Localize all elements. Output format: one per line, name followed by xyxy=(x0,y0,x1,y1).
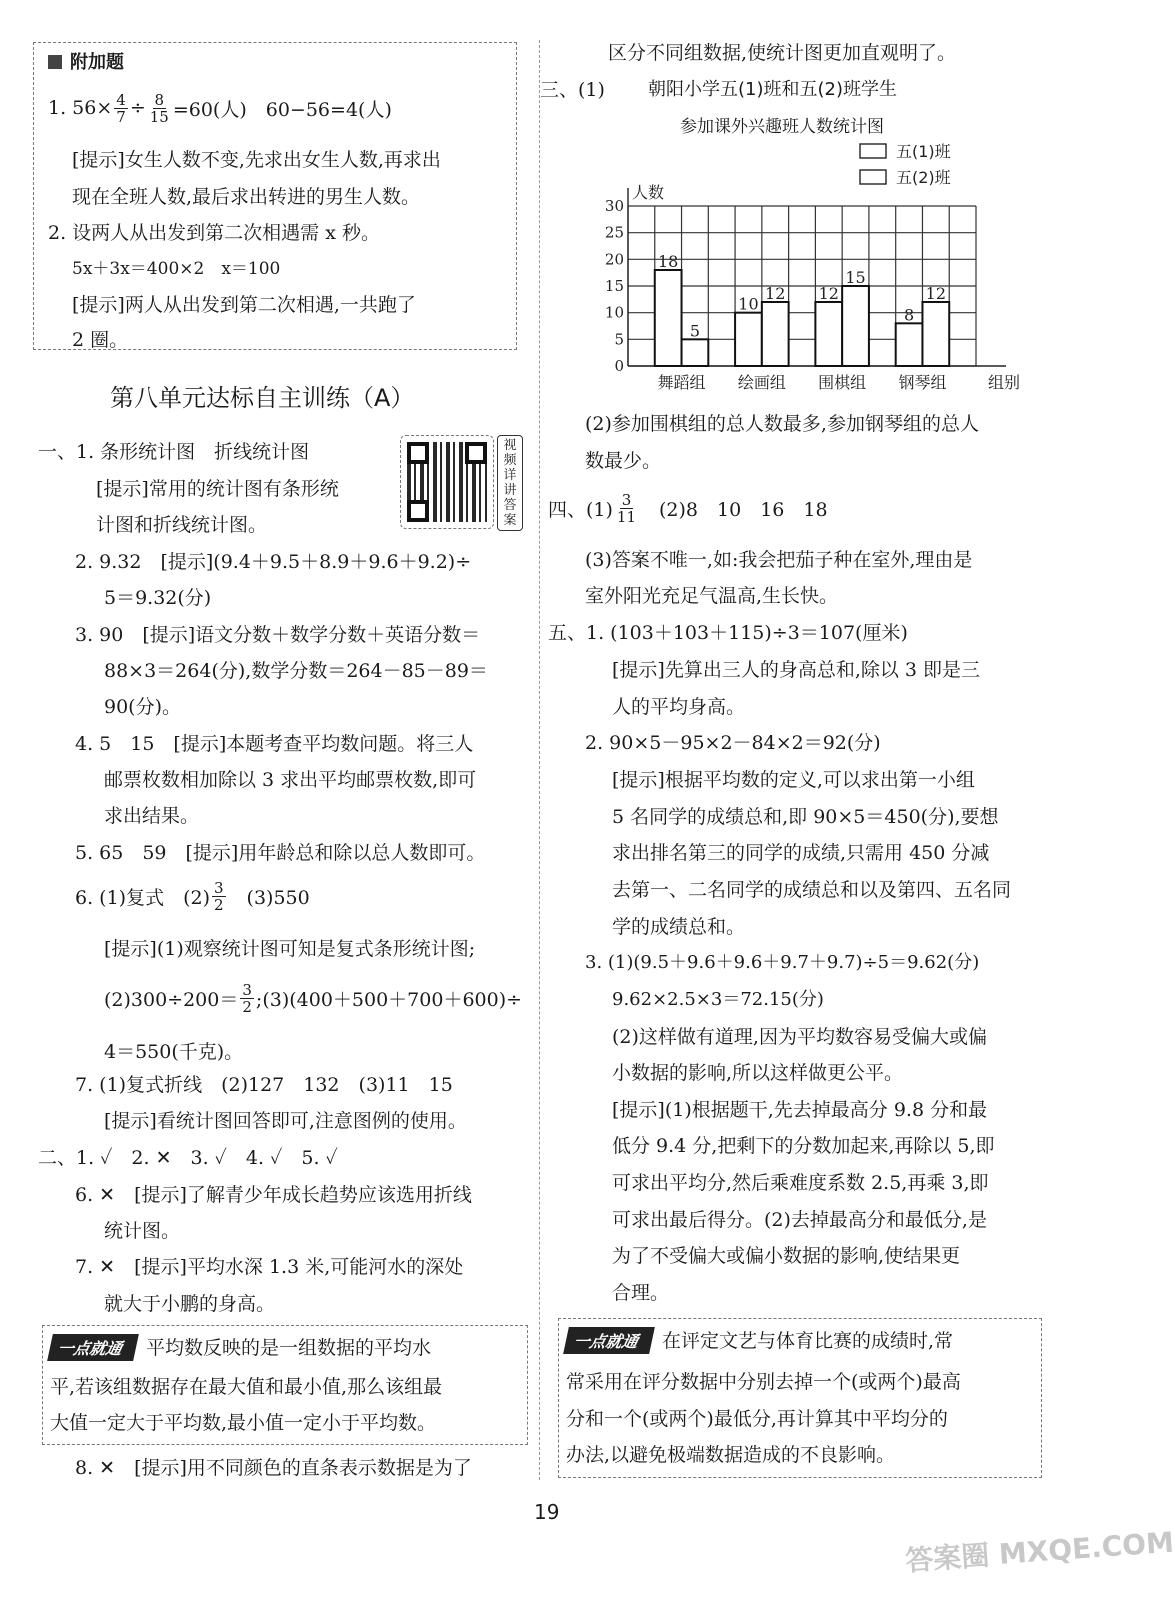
r19: 小数据的影响,所以这样做更公平。 xyxy=(612,1062,904,1084)
y-axis-label: 人数 xyxy=(632,183,665,202)
extra-q1-tip-2: 现在全班人数,最后求出转进的男生人数。 xyxy=(72,186,421,208)
category-label: 舞蹈组 xyxy=(657,373,706,392)
r20: [提示](1)根据题干,先去掉最高分 9.8 分和最 xyxy=(612,1099,988,1121)
note1-line1: 一点就通 平均数反映的是一组数据的平均水 xyxy=(50,1333,431,1361)
l17: 7. (1)复式折线 (2)127 132 (3)11 15 xyxy=(75,1074,453,1096)
r24: 为了不受偏大或偏小数据的影响,使结果更 xyxy=(612,1245,961,1267)
l16: 4＝550(千克)。 xyxy=(104,1041,244,1063)
note2-line3: 分和一个(或两个)最低分,再计算其中平均分的 xyxy=(566,1408,948,1430)
l21: 统计图。 xyxy=(104,1220,181,1242)
data-label: 18 xyxy=(657,252,679,271)
x-axis-label: 组别 xyxy=(988,373,1021,392)
legend-label: 五(2)班 xyxy=(896,168,951,187)
l8: 90(分)。 xyxy=(104,696,182,718)
extra-q2-tip-2: 2 圈。 xyxy=(72,329,129,351)
bar-series2 xyxy=(842,286,869,366)
l13: 6. (1)复式 (2) $\frac{3}{2}$ (3)550 xyxy=(75,878,310,914)
r25: 合理。 xyxy=(612,1282,670,1304)
data-label: 12 xyxy=(765,284,786,303)
r14: 去第一、二名同学的成绩总和以及第四、五名同 xyxy=(612,879,1012,901)
y-tick-label: 15 xyxy=(604,277,624,295)
note2-line1: 一点就通 在评定文艺与体育比赛的成绩时,常 xyxy=(566,1326,953,1354)
l9: 4. 5 15 [提示]本题考查平均数问题。将三人 xyxy=(75,733,474,755)
l14: [提示](1)观察统计图可知是复式条形统计图; xyxy=(104,938,476,960)
bar-series1 xyxy=(735,313,762,366)
r23: 可求出最后得分。(2)去掉最高分和最低分,是 xyxy=(612,1209,987,1231)
section-title: 第八单元达标自主训练（A） xyxy=(110,384,415,412)
note1-line3: 大值一定大于平均数,最小值一定小于平均数。 xyxy=(50,1412,437,1434)
l3: 计图和折线统计图。 xyxy=(96,514,268,536)
l1: 一、1. 条形统计图 折线统计图 xyxy=(38,441,310,463)
bar-series1 xyxy=(655,270,682,366)
bar-chart xyxy=(590,140,1050,400)
l23: 就大于小鹏的身高。 xyxy=(104,1293,276,1315)
r3: 数最少。 xyxy=(585,450,662,472)
chart-title-1: 朝阳小学五(1)班和五(2)班学生 xyxy=(648,79,897,100)
data-label: 10 xyxy=(738,294,759,314)
data-label: 12 xyxy=(925,284,947,303)
r13: 求出排名第三的同学的成绩,只需用 450 分减 xyxy=(612,842,990,864)
l12: 5. 65 59 [提示]用年龄总和除以总人数即可。 xyxy=(75,842,486,864)
r2: (2)参加围棋组的总人数最多,参加钢琴组的总人 xyxy=(585,413,979,435)
l2: [提示]常用的统计图有条形统 xyxy=(96,478,339,500)
y-tick-label: 10 xyxy=(604,303,624,322)
watermark: 答案圈 MXQE.COM xyxy=(904,1525,1175,1578)
y-tick-label: 0 xyxy=(614,357,624,375)
l6: 3. 90 [提示]语文分数＋数学分数＋英语分数＝ xyxy=(75,624,481,646)
l11: 求出结果。 xyxy=(104,805,200,827)
column-divider xyxy=(539,40,540,1480)
legend-swatch xyxy=(860,144,886,158)
bar-series2 xyxy=(682,339,709,366)
bar-series1 xyxy=(896,323,923,366)
l10: 邮票枚数相加除以 3 求出平均邮票枚数,即可 xyxy=(104,769,477,791)
r0: 区分不同组数据,使统计图更加直观明了。 xyxy=(608,42,957,64)
r21: 低分 9.4 分,把剩下的分数加起来,再除以 5,即 xyxy=(612,1135,995,1157)
r12: 5 名同学的成绩总和,即 90×5＝450(分),要想 xyxy=(612,806,999,828)
extra-title-icon xyxy=(48,55,62,69)
r4: 四、(1) $\frac{3}{11}$ (2)8 10 16 18 xyxy=(548,490,828,526)
r15: 学的成绩总和。 xyxy=(612,916,746,938)
data-label: 5 xyxy=(689,321,701,341)
bar-series2 xyxy=(922,302,949,366)
note1-line2: 平,若该组数据存在最大值和最小值,那么该组最 xyxy=(50,1376,443,1398)
r8: [提示]先算出三人的身高总和,除以 3 即是三 xyxy=(612,659,981,681)
legend-swatch xyxy=(860,170,886,184)
r9: 人的平均身高。 xyxy=(612,696,746,718)
l7: 88×3＝264(分),数学分数＝264－85－89＝ xyxy=(104,660,488,682)
extra-q2-eq: 5x＋3x＝400×2 x＝100 xyxy=(72,259,281,279)
data-label: 12 xyxy=(818,284,839,303)
chart-title-2: 参加课外兴趣班人数统计图 xyxy=(680,117,884,137)
note2-line4: 办法,以避免极端数据造成的不良影响。 xyxy=(566,1444,896,1466)
y-tick-label: 20 xyxy=(604,250,624,269)
extra-q2-tip-1: [提示]两人从出发到第二次相遇,一共跑了 xyxy=(72,294,416,316)
r5: (3)答案不唯一,如:我会把茄子种在室外,理由是 xyxy=(585,549,973,571)
l20: 6. ✕ [提示]了解青少年成长趋势应该选用折线 xyxy=(75,1184,472,1206)
note-badge: 一点就通 xyxy=(563,1327,655,1354)
note-badge: 一点就通 xyxy=(47,1334,139,1361)
r11: [提示]根据平均数的定义,可以求出第一小组 xyxy=(612,769,975,791)
l19: 二、1. ✓ 2. ✕ 3. ✓ 4. ✓ 5. ✓ xyxy=(38,1147,338,1169)
r10: 2. 90×5－95×2－84×2＝92(分) xyxy=(585,732,881,754)
y-tick-label: 25 xyxy=(604,223,624,242)
l24: 8. ✕ [提示]用不同颜色的直条表示数据是为了 xyxy=(75,1457,472,1479)
r18: (2)这样做有道理,因为平均数容易受偏大或偏 xyxy=(612,1026,987,1048)
extra-title: 附加题 xyxy=(48,48,124,74)
l5: 5＝9.32(分) xyxy=(104,587,212,609)
l18: [提示]看统计图回答即可,注意图例的使用。 xyxy=(104,1110,467,1132)
page-number: 19 xyxy=(534,1500,560,1524)
note2-line2: 常采用在评分数据中分别去掉一个(或两个)最高 xyxy=(566,1371,961,1393)
y-tick-label: 30 xyxy=(604,197,624,215)
category-label: 钢琴组 xyxy=(898,373,947,392)
qr-label: 视频详讲答案 xyxy=(497,435,523,531)
data-label: 15 xyxy=(845,268,866,287)
fraction: $\frac{8}{15}$ xyxy=(149,90,169,126)
legend-label: 五(1)班 xyxy=(896,142,951,161)
qr-code xyxy=(400,435,494,529)
fraction: $\frac{3}{2}$ xyxy=(242,980,252,1016)
r17: 9.62×2.5×3＝72.15(分) xyxy=(612,989,824,1010)
fraction: $\frac{3}{11}$ xyxy=(616,490,637,526)
data-label: 8 xyxy=(903,305,915,325)
r16: 3. (1)(9.5＋9.6＋9.6＋9.7＋9.7)÷5＝9.62(分) xyxy=(585,952,980,973)
bar-series1 xyxy=(815,302,842,366)
extra-q1: 1. 56× $\frac{4}{7}$ ÷ $\frac{8}{15}$ =60(人) 60−56=4(人) xyxy=(48,90,392,126)
fraction: $\frac{3}{2}$ xyxy=(214,878,224,914)
l22: 7. ✕ [提示]平均水深 1.3 米,可能河水的深处 xyxy=(75,1256,464,1278)
r22: 可求出平均分,然后乘难度系数 2.5,再乘 3,即 xyxy=(612,1172,989,1194)
r7: 五、1. (103＋103＋115)÷3＝107(厘米) xyxy=(548,622,908,644)
r1-prefix: 三、(1) xyxy=(540,79,605,101)
extra-q2: 2. 设两人从出发到第二次相遇需 x 秒。 xyxy=(48,222,380,244)
category-label: 绘画组 xyxy=(737,373,786,392)
r6: 室外阳光充足气温高,生长快。 xyxy=(585,585,839,607)
extra-q1-tip-1: [提示]女生人数不变,先求出女生人数,再求出 xyxy=(72,149,441,171)
bar-series2 xyxy=(762,302,789,366)
l4: 2. 9.32 [提示](9.4＋9.5＋8.9＋9.6＋9.2)÷ xyxy=(75,551,472,573)
l15: (2)300÷200＝ $\frac{3}{2}$ ;(3)(400＋500＋700＋600)÷ xyxy=(104,980,523,1016)
fraction: $\frac{4}{7}$ xyxy=(116,90,126,126)
y-tick-label: 5 xyxy=(614,330,624,349)
category-label: 围棋组 xyxy=(818,373,867,392)
